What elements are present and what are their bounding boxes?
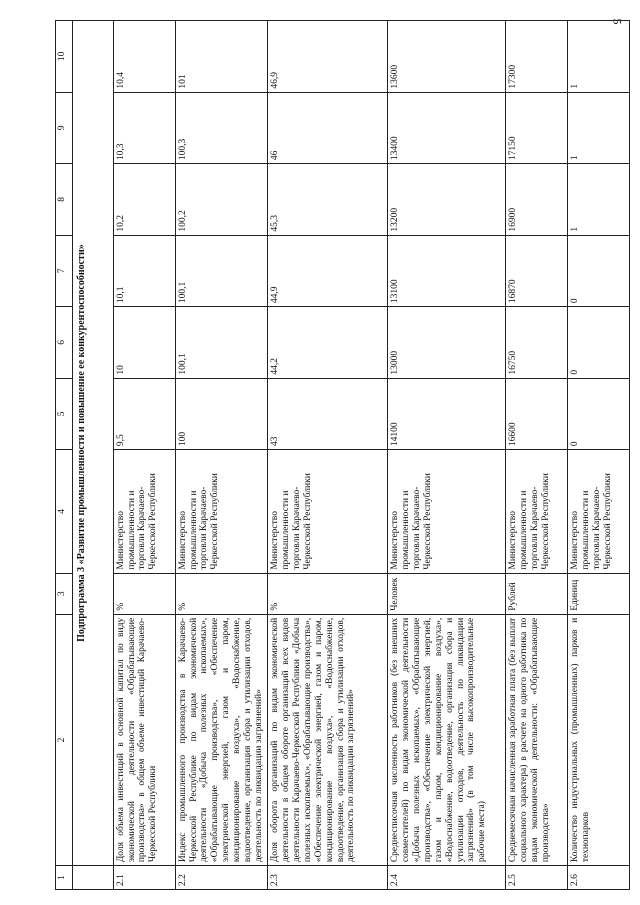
header-cell: 4 — [56, 450, 73, 574]
value-cell: 16750 — [506, 307, 568, 379]
table-row — [175, 21, 267, 890]
value-cell: 100 — [175, 378, 267, 450]
value-cell: 1 — [568, 92, 630, 164]
header-cell: 1 — [56, 866, 73, 890]
page-number: 5 — [610, 18, 625, 25]
unit-cell: % — [113, 573, 175, 614]
row-number: 2.1 — [113, 866, 175, 890]
value-cell: 46 — [268, 92, 388, 164]
header-cell: 8 — [56, 164, 73, 236]
unit-cell: Человек — [388, 573, 506, 614]
unit-cell: Рублей — [506, 573, 568, 614]
indicator-description: Среднесписочная численность работников (без внешних совместителей) по видам экономической деятельности «Добыча полезных ископаемых», «Обрабатывающие производства», «Обеспечение электрической энергией, газом и паром, кондиционирование воздуха», «Водоснабжение, водоотведение, организация сбора и утилизации отходов, деятельность по ликвидации загрязнений» (в том числе высокопроизводительные рабочие места) — [388, 614, 506, 865]
indicator-description: Количество индустриальных (промышленных) парков и технопарков — [568, 614, 630, 865]
value-cell: 1 — [568, 21, 630, 93]
value-cell: 13100 — [388, 235, 506, 307]
value-cell: 1 — [568, 164, 630, 236]
header-cell: 7 — [56, 235, 73, 307]
unit-cell: Единиц — [568, 573, 630, 614]
row-number: 2.4 — [388, 866, 506, 890]
header-cell: 10 — [56, 21, 73, 93]
value-cell: 44,2 — [268, 307, 388, 379]
header-cell: 5 — [56, 378, 73, 450]
value-cell: 100,2 — [175, 164, 267, 236]
table-row — [506, 21, 568, 890]
value-cell: 100,3 — [175, 92, 267, 164]
row-number: 2.6 — [568, 866, 630, 890]
value-cell: 10 — [113, 307, 175, 379]
row-number: 2.5 — [506, 866, 568, 890]
responsible-cell: Министерство промышленности и торговли Карачаево-Черкесской Республики — [175, 450, 267, 574]
indicator-description: Доля оборота организаций по видам экономической деятельности в общем обороте организаций всех видов деятельности Карачаево-Черкесской Республики «Добыча полезных ископаемых», «Обрабатывающие производства», «Обеспечение электрической энергией, газом и паром, кондиционирование воздуха», «Водоснабжение, водоотведение, организация сбора и утилизации отходов, деятельность по ликвидации загрязнений» — [268, 614, 388, 865]
value-cell: 9,5 — [113, 378, 175, 450]
value-cell: 10,4 — [113, 21, 175, 93]
value-cell: 17300 — [506, 21, 568, 93]
value-cell: 0 — [568, 378, 630, 450]
value-cell: 10,1 — [113, 235, 175, 307]
indicators-table — [55, 20, 630, 890]
value-cell: 100,1 — [175, 235, 267, 307]
table-row — [113, 21, 175, 890]
value-cell: 100,1 — [175, 307, 267, 379]
value-cell: 0 — [568, 307, 630, 379]
value-cell: 13000 — [388, 307, 506, 379]
value-cell: 45,3 — [268, 164, 388, 236]
header-cell: 9 — [56, 92, 73, 164]
unit-cell: % — [268, 573, 388, 614]
value-cell: 17150 — [506, 92, 568, 164]
value-cell: 16900 — [506, 164, 568, 236]
table-row — [568, 21, 630, 890]
value-cell: 46,9 — [268, 21, 388, 93]
value-cell: 43 — [268, 378, 388, 450]
table-row — [268, 21, 388, 890]
value-cell: 0 — [568, 235, 630, 307]
header-cell: 6 — [56, 307, 73, 379]
header-row — [56, 21, 73, 890]
responsible-cell: Министерство промышленности и торговли Карачаево-Черкесской Республики — [113, 450, 175, 574]
row-number: 2.2 — [175, 866, 267, 890]
value-cell: 10,3 — [113, 92, 175, 164]
indicator-description: Среднемесячная начисленная заработная плата (без выплат социального характера) в расчете на одного работника по видам экономической деятельности: «Обрабатывающие производства» — [506, 614, 568, 865]
indicator-description: Индекс промышленного производства в Карачаево-Черкесской Республике по видам экономической деятельности «Добыча полезных ископаемых», «Обрабатывающие производства», «Обеспечение электрической энергией, газом и паром, кондиционирование воздуха», «Водоснабжение, водоотведение, организация сбора и утилизации отходов, деятельность по ликвидации загрязнений» — [175, 614, 267, 865]
header-cell: 2 — [56, 614, 73, 865]
value-cell: 13400 — [388, 92, 506, 164]
indicator-description: Доля объема инвестиций в основной капитал по виду экономической деятельности «Обрабатывающие производства» в общем объеме инвестиций Карачаево-Черкесской Республики — [113, 614, 175, 865]
responsible-cell: Министерство промышленности и торговли Карачаево-Черкесской Республики — [568, 450, 630, 574]
value-cell: 14100 — [388, 378, 506, 450]
row-number: 2.3 — [268, 866, 388, 890]
responsible-cell: Министерство промышленности и торговли Карачаево-Черкесской Республики — [388, 450, 506, 574]
value-cell: 10,2 — [113, 164, 175, 236]
header-cell: 3 — [56, 573, 73, 614]
table-row — [388, 21, 506, 890]
value-cell: 16600 — [506, 378, 568, 450]
unit-cell: % — [175, 573, 267, 614]
subprogram-row — [73, 21, 114, 890]
value-cell: 13200 — [388, 164, 506, 236]
rotated-table-container — [55, 20, 630, 890]
value-cell: 44,9 — [268, 235, 388, 307]
responsible-cell: Министерство промышленности и торговли Карачаево-Черкесской Республики — [268, 450, 388, 574]
value-cell: 101 — [175, 21, 267, 93]
responsible-cell: Министерство промышленности и торговли Карачаево-Черкесской Республики — [506, 450, 568, 574]
subprogram-title: Подпрограмма 3 «Развитие промышленности и повышение ее конкурентоспособности» — [73, 21, 114, 866]
value-cell: 13600 — [388, 21, 506, 93]
value-cell: 16870 — [506, 235, 568, 307]
